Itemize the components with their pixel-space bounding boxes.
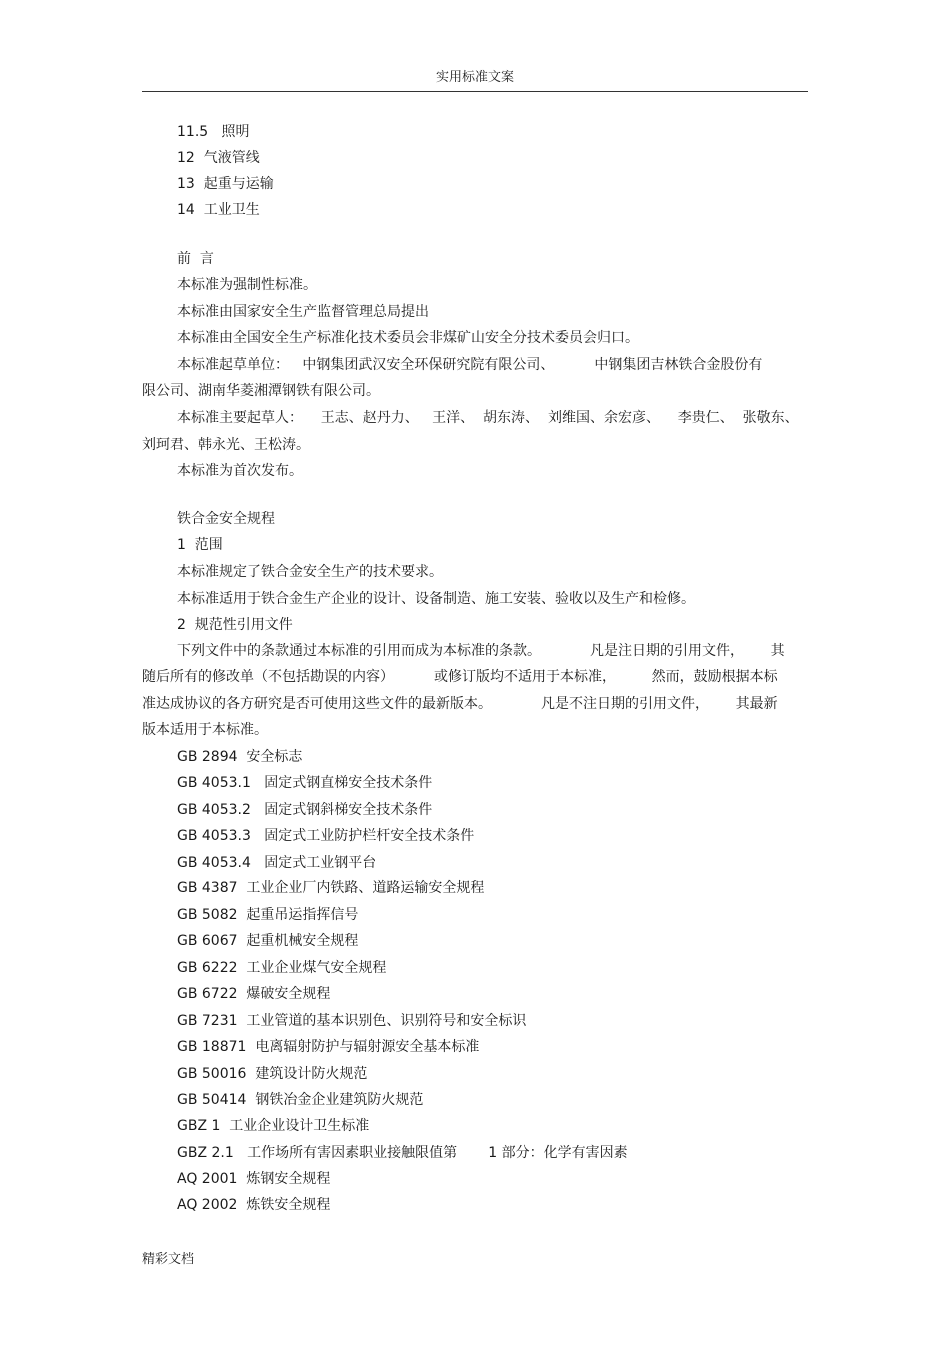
reference-item: GB 50016 建筑设计防火规范 [177,1066,368,1082]
reference-item: GB 4053.1 固定式钢直梯安全技术条件 [177,775,433,791]
reference-item: GBZ 2.1 工作场所有害因素职业接触限值第 1 部分：化学有害因素 [177,1145,628,1161]
reference-item: GB 4387 工业企业厂内铁路、道路运输安全规程 [177,880,485,896]
reference-item: GB 6067 起重机械安全规程 [177,933,359,949]
section-para-line: 下列文件中的条款通过本标准的引用而成为本标准的条款。 凡是注日期的引用文件， 其 [177,643,785,659]
reference-item: AQ 2001 炼钢安全规程 [177,1171,331,1187]
foreword-line: 本标准起草单位： 中钢集团武汉安全环保研究院有限公司、 中钢集团吉林铁合金股份有 [177,357,763,373]
reference-item: GB 6722 爆破安全规程 [177,986,331,1002]
reference-item: GB 7231 工业管道的基本识别色、识别符号和安全标识 [177,1013,527,1029]
header-rule [142,91,808,92]
toc-item: 14 工业卫生 [177,202,260,218]
foreword-heading: 前 言 [177,251,214,267]
foreword-line: 刘珂君、韩永光、王松涛。 [142,437,310,453]
foreword-line: 本标准主要起草人： 王志、赵丹力、 王洋、 胡东涛、 刘维国、余宏彦、 李贵仁、 张敬东、 [177,410,799,426]
reference-item: GBZ 1 工业企业设计卫生标准 [177,1118,370,1134]
section-para-line: 随后所有的修改单（不包括勘误的内容） 或修订版均不适用于本标准， 然而，鼓励根据本标 [142,669,778,685]
toc-item: 13 起重与运输 [177,176,274,192]
reference-item: GB 4053.2 固定式钢斜梯安全技术条件 [177,802,433,818]
standard-title: 铁合金安全规程 [177,511,275,527]
reference-item: GB 2894 安全标志 [177,749,303,765]
reference-item: GB 18871 电离辐射防护与辐射源安全基本标准 [177,1039,480,1055]
section-heading: 2 规范性引用文件 [177,617,293,633]
section-line: 本标准适用于铁合金生产企业的设计、设备制造、施工安装、验收以及生产和检修。 [177,591,695,607]
foreword-line: 本标准由全国安全生产标准化技术委员会非煤矿山安全分技术委员会归口。 [177,330,639,346]
section-line: 本标准规定了铁合金安全生产的技术要求。 [177,564,443,580]
page-footer: 精彩文档 [142,1252,195,1267]
toc-item: 11.5 照明 [177,124,250,140]
page-header: 实用标准文案 [435,70,514,85]
reference-item: GB 4053.3 固定式工业防护栏杆安全技术条件 [177,828,475,844]
foreword-line: 本标准为首次发布。 [177,463,303,479]
section-para-line: 准达成协议的各方研究是否可使用这些文件的最新版本。 凡是不注日期的引用文件， 其最新 [142,696,778,712]
toc-item: 12 气液管线 [177,150,260,166]
reference-item: GB 4053.4 固定式工业钢平台 [177,855,377,871]
reference-item: GB 5082 起重吊运指挥信号 [177,907,359,923]
foreword-line: 本标准由国家安全生产监督管理总局提出 [177,304,429,320]
foreword-line: 限公司、湖南华菱湘潭钢铁有限公司。 [142,383,380,399]
reference-item: AQ 2002 炼铁安全规程 [177,1197,331,1213]
reference-item: GB 6222 工业企业煤气安全规程 [177,960,387,976]
foreword-line: 本标准为强制性标准。 [177,277,317,293]
section-heading: 1 范围 [177,537,223,553]
reference-item: GB 50414 钢铁冶金企业建筑防火规范 [177,1092,424,1108]
section-para-line: 版本适用于本标准。 [142,722,268,738]
